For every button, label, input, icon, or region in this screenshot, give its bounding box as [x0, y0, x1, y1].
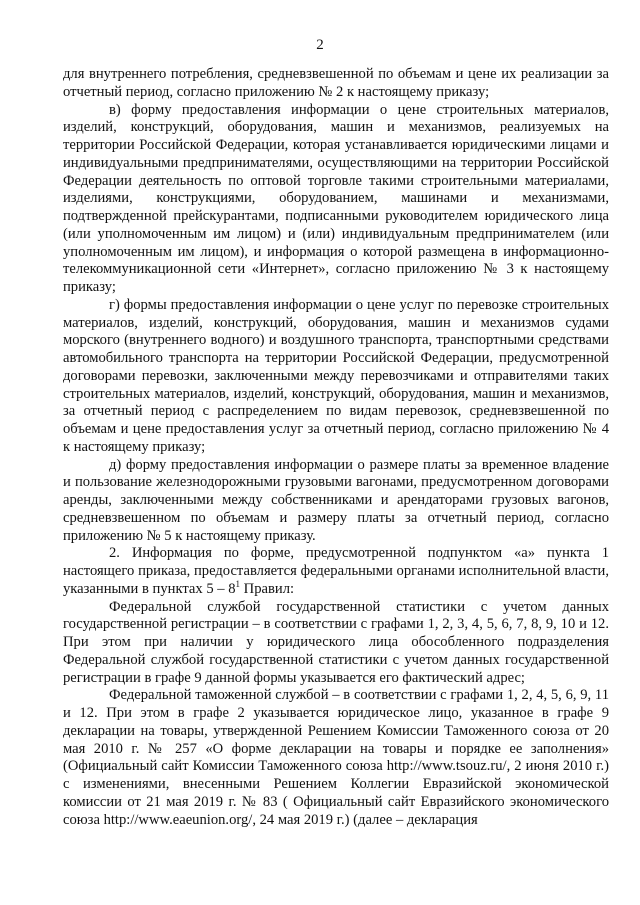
paragraph-rosstat: Федеральной службой государственной статистики с учетом данных государственной регистрации – в соответствии с графами 1, 2, 3, 4, 5, 6, 7, 8, 9, 10 и 12. При этом при наличии у юридического лица обособленного подразделения Федеральной службой государственной статистики с учетом данных государственной регистрации в графе 9 данной формы указывается его фактический адрес; — [63, 598, 609, 686]
paragraph-item-d: д) форму предоставления информации о размере платы за временное владение и пользование железнодорожными грузовыми вагонами, предусмотренном договорами аренды, заключенными между собственниками и арендаторами грузовых вагонов, средневзвешенном по объемам и размеру платы за отчетный период, согласно приложению № 5 к настоящему приказу. — [63, 456, 609, 544]
footnote-superscript: 1 — [235, 578, 241, 589]
paragraph-point-2 — [63, 545, 609, 598]
paragraph-item-v: в) форму предоставления информации о цене строительных материалов, изделий, конструкций, оборудования, машин и механизмов, реализуемых на территории Российской Федерации, которая устанавливается юридическими лицами и индивидуальными предпринимателями, осуществляющими на территории Российской Федерации деятельность по оптовой торговле такими строительными материалами, изделиями, конструкциями, оборудованием, машинами и механизмами, подтвержденной прейскурантами, подписанными руководителем юридического лица (или уполномоченным им лицом) и (или) индивидуальным предпринимателем (или уполномоченным им лицом), и информация о которой размещена в информационно-телекоммуникационной сети «Интернет», согласно приложению № 3 к настоящему приказу; — [63, 101, 609, 295]
document-body — [63, 66, 609, 829]
paragraph-point-2-text: 2. Информация по форме, предусмотренной подпунктом «а» пункта 1 настоящего приказа, предоставляется федеральными органами исполнительной власти, указанными в пунктах 5 – 8 — [63, 545, 609, 597]
paragraph-customs: Федеральной таможенной службой – в соответствии с графами 1, 2, 4, 5, 6, 9, 11 и 12. При этом в графе 2 указывается юридическое лицо, указанное в графе 9 декларации на товары, утвержденной Решением Комиссии Таможенного союза от 20 мая 2010 г. № 257 «О форме декларации на товары и порядке ее заполнения» (Официальный сайт Комиссии Таможенного союза http://www.tsouz.ru/, 2 июня 2010 г.) с изменениями, внесенными Решением Коллегии Евразийской экономической комиссии от 21 мая 2019 г. № 83 ( Официальный сайт Евразийского экономического союза http://www.eaeunion.org/, 24 мая 2019 г.) (далее – декларация — [63, 687, 609, 828]
paragraph-continuation: для внутреннего потребления, средневзвешенной по объемам и цене их реализации за отчетный период, согласно приложению № 2 к настоящему приказу; — [63, 66, 609, 100]
paragraph-item-g: г) формы предоставления информации о цене услуг по перевозке строительных материалов, изделий, конструкций, оборудования, машин и механизмов судами морского (внутреннего водного) и воздушного транспорта, транспортными средствами автомобильного транспорта на территории Российской Федерации, предусмотренной договорами перевозки, заключенными между перевозчиками и отправителями таких строительных материалов, изделий, конструкций, оборудования, машин и механизмов, за отчетный период с распределением по видам перевозок, средневзвешенной по объемам и цене предоставления услуг за отчетный период, согласно приложению № 4 к настоящему приказу; — [63, 296, 609, 455]
paragraph-point-2-tail: Правил: — [240, 580, 295, 597]
page-number: 2 — [316, 37, 324, 53]
